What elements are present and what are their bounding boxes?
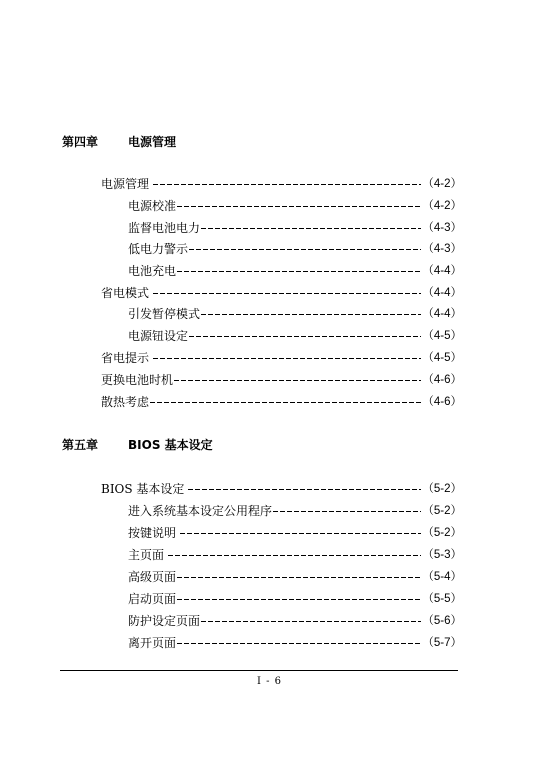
- chapter-number: 第四章: [62, 135, 99, 149]
- toc-entry-title: 省电提示: [101, 351, 150, 365]
- dot-leader: [189, 336, 421, 337]
- toc-entry-page: （5-7）: [422, 637, 462, 649]
- toc-entry-page: （4-2）: [422, 178, 462, 190]
- toc-entry-page: （4-6）: [422, 374, 462, 386]
- dot-leader: [201, 621, 421, 622]
- toc-entry[interactable]: [101, 176, 462, 192]
- toc-entry[interactable]: [128, 569, 462, 585]
- toc-entry-page: （5-2）: [422, 505, 462, 517]
- toc-entry[interactable]: [128, 241, 462, 257]
- toc-entry-title: 电池充电: [128, 264, 177, 278]
- toc-entry[interactable]: [128, 547, 462, 563]
- toc-entry-title: 启动页面: [128, 592, 177, 606]
- toc-entry[interactable]: [101, 372, 462, 388]
- toc-entry[interactable]: [128, 591, 462, 607]
- toc-entry-title: 低电力警示: [128, 242, 189, 256]
- toc-entry[interactable]: [101, 285, 462, 301]
- dot-leader: [174, 380, 421, 381]
- toc-entry-page: （4-3）: [422, 222, 462, 234]
- toc-entry-page: （5-4）: [422, 571, 462, 583]
- dot-leader: [180, 533, 421, 534]
- dot-leader: [177, 271, 421, 272]
- toc-entry[interactable]: [128, 613, 462, 629]
- dot-leader: [177, 577, 421, 578]
- toc-entry-page: （4-3）: [422, 243, 462, 255]
- toc-entry[interactable]: [128, 306, 462, 322]
- chapter-title: 电源管理: [128, 135, 177, 149]
- toc-entry-title: 离开页面: [128, 636, 177, 650]
- dot-leader: [189, 249, 421, 250]
- dot-leader: [153, 293, 421, 294]
- toc-entry-page: （4-2）: [422, 200, 462, 212]
- toc-entry-page: （5-2）: [422, 527, 462, 539]
- toc-entry-page: （5-6）: [422, 615, 462, 627]
- chapter-4-heading: [62, 135, 176, 149]
- toc-entry-page: （4-4）: [422, 308, 462, 320]
- toc-entry-title: 电源校准: [128, 199, 177, 213]
- toc-entry-title: 监督电池电力: [128, 221, 201, 235]
- chapter-5-heading: [62, 438, 213, 452]
- toc-entry[interactable]: [101, 481, 462, 497]
- toc-entry-page: （4-5）: [422, 352, 462, 364]
- toc-entry-title: 高级页面: [128, 570, 177, 584]
- dot-leader: [153, 358, 421, 359]
- footer-rule: [60, 670, 458, 671]
- toc-entry-title: 电源管理: [101, 177, 150, 191]
- toc-entry[interactable]: [101, 350, 462, 366]
- toc-entry-page: （5-3）: [422, 549, 462, 561]
- toc-entry[interactable]: [101, 394, 462, 410]
- toc-entry-title: 省电模式: [101, 286, 150, 300]
- footer-page-number: I - 6: [256, 676, 283, 687]
- toc-entry-title: 防护设定页面: [128, 614, 201, 628]
- toc-entry-page: （5-2）: [422, 483, 462, 495]
- toc-entry[interactable]: [128, 635, 462, 651]
- dot-leader: [273, 511, 421, 512]
- toc-entry-title: 散热考虑: [101, 395, 150, 409]
- dot-leader: [153, 184, 421, 185]
- toc-entry[interactable]: [128, 263, 462, 279]
- toc-entry-page: （5-5）: [422, 593, 462, 605]
- toc-entry[interactable]: [128, 328, 462, 344]
- toc-entry[interactable]: [128, 198, 462, 214]
- toc-entry[interactable]: [128, 220, 462, 236]
- dot-leader: [177, 643, 421, 644]
- dot-leader: [177, 206, 421, 207]
- toc-entry-title: 引发暂停模式: [128, 307, 201, 321]
- toc-entry-page: （4-4）: [422, 287, 462, 299]
- toc-entry-page: （4-6）: [422, 396, 462, 408]
- toc-entry-title: 进入系统基本设定公用程序: [128, 504, 273, 518]
- dot-leader: [150, 402, 421, 403]
- chapter-number: 第五章: [62, 438, 99, 452]
- dot-leader: [188, 489, 421, 490]
- chapter-title: BIOS 基本设定: [128, 438, 213, 452]
- dot-leader: [201, 228, 421, 229]
- toc-entry[interactable]: [128, 525, 462, 541]
- toc-entry[interactable]: [128, 503, 462, 519]
- toc-entry-title: 按键说明: [128, 526, 177, 540]
- toc-entry-page: （4-5）: [422, 330, 462, 342]
- toc-entry-title: BIOS 基本设定: [101, 482, 185, 496]
- dot-leader: [177, 599, 421, 600]
- dot-leader: [168, 555, 421, 556]
- toc-entry-page: （4-4）: [422, 265, 462, 277]
- toc-entry-title: 更换电池时机: [101, 373, 174, 387]
- dot-leader: [201, 314, 421, 315]
- toc-entry-title: 电源钮设定: [128, 329, 189, 343]
- toc-entry-title: 主页面: [128, 548, 165, 562]
